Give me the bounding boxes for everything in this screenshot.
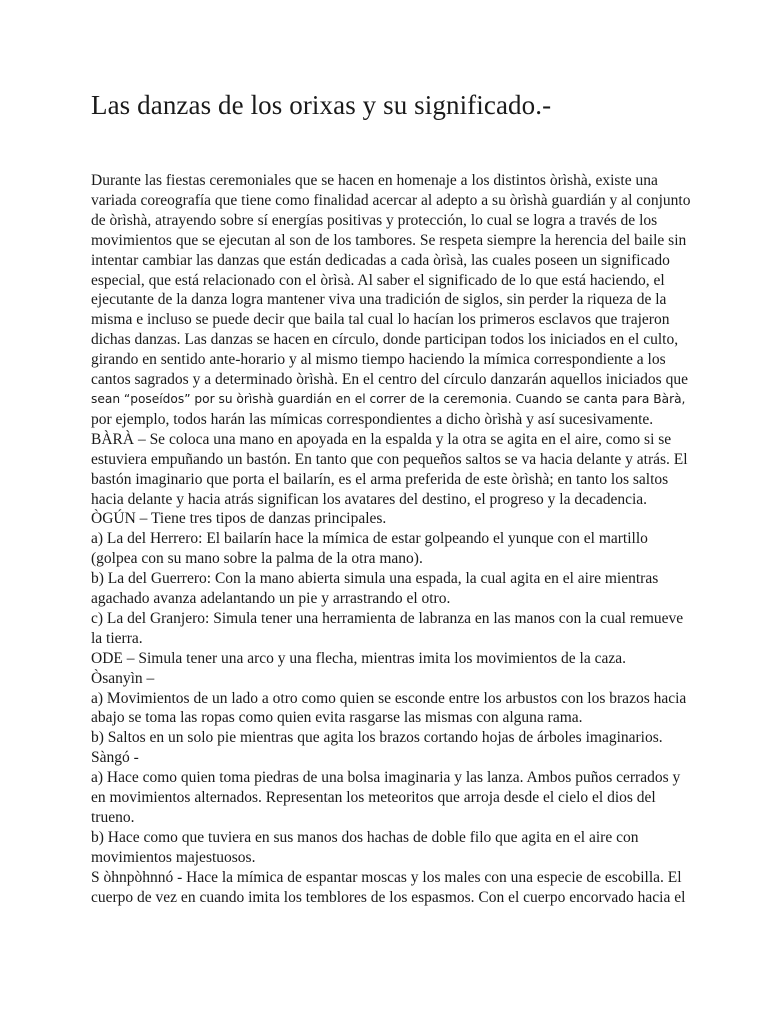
body-line: sean “poseídos” por su òrìshà guardián en el correr de la ceremonia. Cuando se canta para Bàrà, [91, 391, 686, 406]
body-line: abajo se toma las ropas como quien evita rasgarse las mismas con alguna rama. [91, 709, 583, 727]
document-body [91, 171, 691, 908]
body-line: (golpea con su mano sobre la palma de la otra mano). [91, 550, 423, 568]
body-line: misma e incluso se puede decir que baila tal cual lo hacían los primeros esclavos que trajeron [91, 311, 670, 329]
body-line: a) Movimientos de un lado a otro como quien se esconde entre los arbustos con los brazos hacia [91, 689, 687, 707]
body-line: movimientos majestuosos. [91, 848, 256, 866]
body-line: c) La del Granjero: Simula tener una herramienta de labranza en las manos con la cual remueve [91, 609, 684, 627]
body-line: especial, que está relacionado con el òrìsà. Al saber el significado de lo que está haciendo, el [91, 271, 665, 289]
body-line: cantos sagrados y a determinado òrìshà. En el centro del círculo danzarán aquellos iniciados que [91, 371, 688, 389]
body-line: estuviera empuñando un bastón. En tanto que con pequeños saltos se va hacia delante y atrás. El [91, 450, 688, 468]
body-line: bastón imaginario que porta el bailarín, es el arma preferida de este òrìshà; en tanto los saltos [91, 470, 669, 488]
body-line: b) Hace como que tuviera en sus manos dos hachas de doble filo que agita en el aire con [91, 828, 639, 846]
body-line: de òrìshà, atrayendo sobre sí energías positivas y protección, lo cual se logra a través de los [91, 211, 658, 229]
body-line: Durante las fiestas ceremoniales que se hacen en homenaje a los distintos òrìshà, existe una [91, 172, 658, 189]
body-line: b) La del Guerrero: Con la mano abierta simula una espada, la cual agita en el aire mientras [91, 570, 659, 588]
body-line: trueno. [91, 809, 135, 826]
body-line: intentar cambiar las danzas que están dedicadas a cada òrìsà, las cuales poseen un significado [91, 251, 670, 269]
body-line: Sàngó - [91, 749, 139, 767]
body-line: movimientos que se ejecutan al son de los tambores. Se respeta siempre la herencia del baile sin [91, 231, 687, 249]
body-line: por ejemplo, todos harán las mímicas correspondientes a dicho òrìshà y así sucesivamente. [91, 410, 654, 428]
body-line: BÀRÀ – Se coloca una mano en apoyada en la espalda y la otra se agita en el aire, como si se [91, 430, 672, 448]
body-line: hacia delante y hacia atrás significan los avatares del destino, el progreso y la decadencia. [91, 490, 648, 508]
body-line: b) Saltos en un solo pie mientras que agita los brazos cortando hojas de árboles imaginarios. [91, 729, 663, 747]
body-line: ÒGÚN – Tiene tres tipos de danzas principales. [91, 510, 387, 528]
body-line: cuerpo de vez en cuando imita los temblores de los espasmos. Con el cuerpo encorvado hacia el [91, 888, 686, 906]
body-line: ODE – Simula tener una arco y una flecha, mientras imita los movimientos de la caza. [91, 649, 627, 667]
body-line: agachado avanza adelantando un pie y arrastrando el otro. [91, 590, 451, 608]
body-line: variada coreografía que tiene como finalidad acercar al adepto a su òrìshà guardián y al conjunto [91, 191, 691, 209]
body-line: dichas danzas. Las danzas se hacen en círculo, donde participan todos los iniciados en el culto, [91, 331, 679, 349]
body-line: a) Hace como quien toma piedras de una bolsa imaginaria y las lanza. Ambos puños cerrados y [91, 769, 681, 787]
body-line: la tierra. [91, 629, 143, 647]
body-line: Òsanyìn – [91, 669, 155, 687]
body-line: a) La del Herrero: El bailarín hace la mímica de estar golpeando el yunque con el martillo [91, 530, 648, 548]
body-line: girando en sentido ante-horario y al mismo tiempo haciendo la mímica correspondiente a los [91, 351, 666, 369]
document-title: Las danzas de los orixas y su significado.- [91, 90, 552, 120]
body-line: en movimientos alternados. Representan los meteoritos que arroja desde el cielo el dios del [91, 789, 656, 807]
body-line: S òhnpòhnnó - Hace la mímica de espantar moscas y los males con una especie de escobilla. El [91, 868, 682, 886]
body-line: ejecutante de la danza logra mantener viva una tradición de siglos, sin perder la riqueza de la [91, 291, 667, 309]
